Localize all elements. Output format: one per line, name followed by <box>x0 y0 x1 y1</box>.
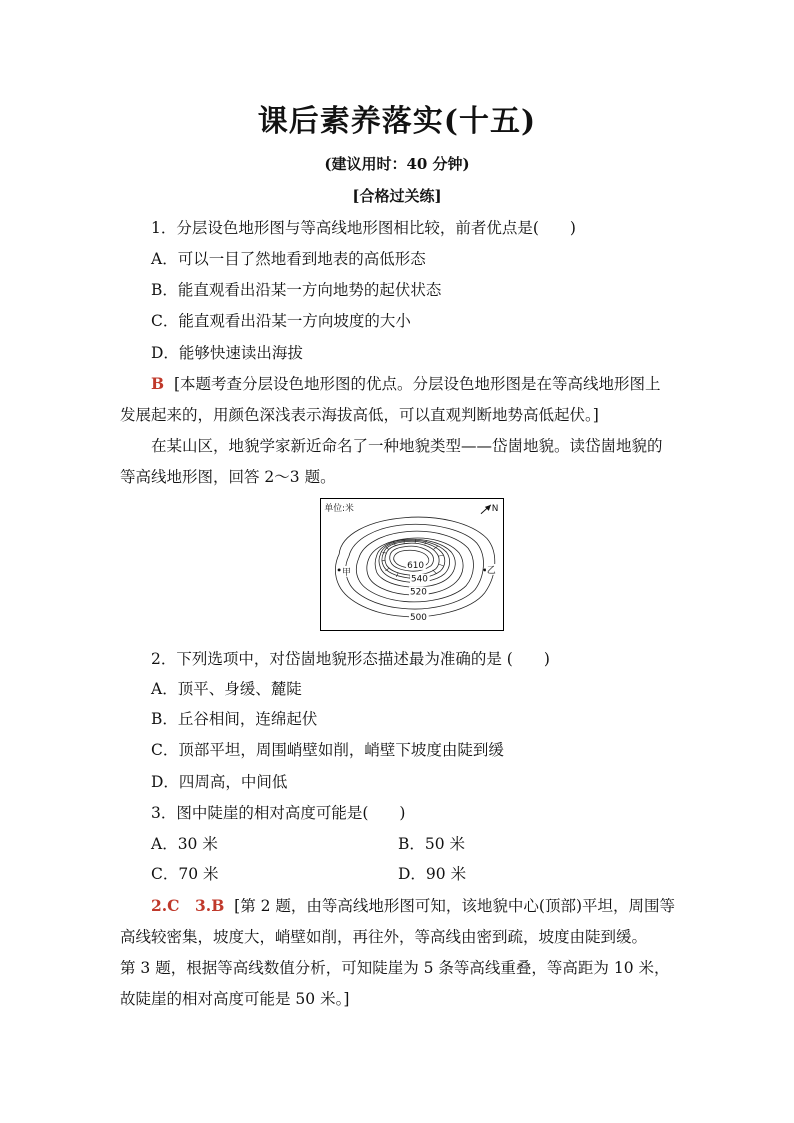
q3-option-d: D．90 米 <box>398 865 467 883</box>
contour-label-610: 610 <box>407 560 424 571</box>
q3-option-c: C．70 米 <box>151 865 219 883</box>
answer23-text: [第 2 题，由等高线地形图可知，该地貌中心(顶部)平坦，周围等 <box>234 897 676 915</box>
q1-stem: 1．分层设色地形图与等高线地形图相比较，前者优点是( ) <box>151 219 576 237</box>
point-jia-label: 甲 <box>342 567 351 578</box>
q1-option-d: D．能够快速读出海拔 <box>151 344 303 362</box>
svg-text:N: N <box>491 503 499 514</box>
contour-label-500: 500 <box>410 613 427 624</box>
north-arrow-icon <box>481 504 498 514</box>
answer23-line-1 <box>151 894 675 916</box>
q2-option-b: B．丘谷相间，连绵起伏 <box>151 710 318 728</box>
contour-map-svg <box>321 499 503 630</box>
point-yi-label: 乙 <box>486 565 496 576</box>
q3-stem: 3．图中陡崖的相对高度可能是( ) <box>151 804 406 822</box>
q3-option-a: A．30 米 <box>151 835 218 853</box>
q1-explanation-2: 发展起来的，用颜色深浅表示海拔高低，可以直观判断地势高低起伏。] <box>120 406 599 424</box>
contour-label-520: 520 <box>410 587 427 598</box>
point-jia-marker <box>338 568 341 571</box>
q1-answer: B <box>151 374 165 393</box>
q1-explanation-text: [本题考查分层设色地形图的优点。分层设色地形图是在等高线地形图上 <box>173 375 661 393</box>
map-unit-label: 单位:米 <box>324 503 354 514</box>
q2-option-a: A．顶平、身缓、麓陡 <box>151 680 302 698</box>
q3-option-b: B．50 米 <box>398 835 466 853</box>
q2-option-d: D．四周高，中间低 <box>151 773 288 791</box>
page-title: 课后素养落实(十五) <box>257 104 537 139</box>
q1-explanation-1 <box>151 372 661 394</box>
answer23-letters: 2.C 3.B <box>151 896 225 915</box>
time-suggestion: (建议用时：40 分钟) <box>324 155 470 173</box>
answer23-line-2: 高线较密集，坡度大，峭壁如削，再往外，等高线由密到疏，坡度由陡到缓。 <box>120 928 648 946</box>
q1-option-c: C．能直观看出沿某一方向坡度的大小 <box>151 312 411 330</box>
intro-line-2: 等高线地形图，回答 2～3 题。 <box>120 468 336 486</box>
contour-map <box>320 498 504 631</box>
q2-stem: 2．下列选项中，对岱崮地貌形态描述最为准确的是 ( ) <box>151 650 550 668</box>
q1-option-b: B．能直观看出沿某一方向地势的起伏状态 <box>151 281 442 299</box>
section-heading: [合格过关练] <box>352 187 442 205</box>
answer23-line-4: 故陡崖的相对高度可能是 50 米。] <box>120 990 350 1008</box>
contour-label-540: 540 <box>411 574 428 585</box>
q1-option-a: A．可以一目了然地看到地表的高低形态 <box>151 250 426 268</box>
answer23-line-3: 第 3 题，根据等高线数值分析，可知陡崖为 5 条等高线重叠，等高距为 10 米， <box>120 959 670 977</box>
q2-option-c: C．顶部平坦，周围峭壁如削，峭壁下坡度由陡到缓 <box>151 741 504 759</box>
intro-line-1: 在某山区，地貌学家新近命名了一种地貌类型——岱崮地貌。读岱崮地貌的 <box>151 437 663 455</box>
